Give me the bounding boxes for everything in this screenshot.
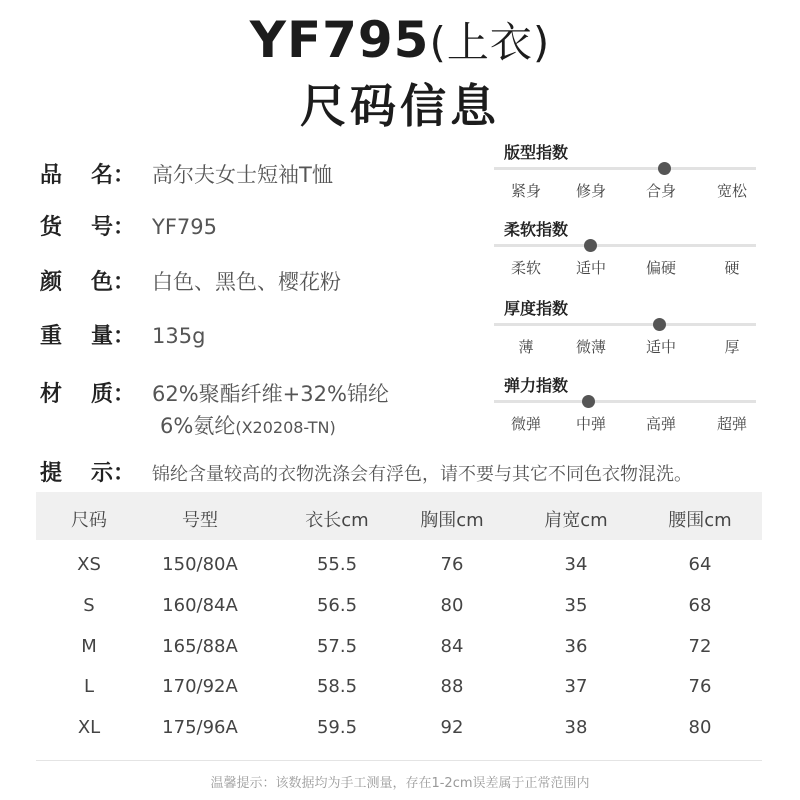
index-level-label: 合身	[645, 182, 676, 200]
info-tip-row	[40, 456, 692, 487]
table-header-cell: 肩宽cm	[544, 510, 608, 531]
info-weight-row	[40, 319, 205, 350]
table-header-cell: 尺码	[71, 510, 107, 531]
info-name-label: 品 名：	[40, 163, 136, 188]
info-sku-row	[40, 210, 217, 241]
index-block	[494, 373, 756, 443]
table-cell: 36	[564, 636, 588, 657]
index-block	[494, 140, 756, 210]
index-marker	[653, 318, 666, 331]
table-row	[0, 628, 800, 668]
table-cell: 34	[564, 554, 588, 575]
table-cell: 92	[440, 717, 464, 738]
info-color-label: 颜 色：	[40, 270, 136, 295]
info-tip-value: 锦纶含量较高的衣物洗涤会有浮色，请不要与其它不同色衣物混洗。	[152, 464, 692, 485]
table-header-cell: 号型	[182, 510, 218, 531]
table-row	[0, 587, 800, 627]
table-row	[0, 668, 800, 708]
table-cell: 58.5	[316, 676, 358, 697]
index-title: 版型指数	[504, 143, 569, 162]
table-cell: 64	[688, 554, 712, 575]
table-cell: L	[83, 676, 95, 697]
index-level-label: 适中	[645, 338, 676, 356]
index-track	[494, 323, 756, 326]
table-cell: 37	[564, 676, 588, 697]
index-track	[494, 167, 756, 170]
index-marker	[582, 395, 595, 408]
table-cell: 68	[688, 595, 712, 616]
info-material-line1: 62%聚酯纤维+32%锦纶	[152, 382, 389, 406]
table-cell: S	[83, 595, 95, 616]
table-cell: M	[81, 636, 97, 657]
product-title	[0, 10, 800, 70]
index-level-label: 偏硬	[645, 259, 676, 277]
info-weight-label: 重 量：	[40, 324, 136, 349]
table-cell: 38	[564, 717, 588, 738]
info-material-code: (X20208-TN)	[235, 418, 336, 437]
index-level-label: 薄	[518, 338, 534, 356]
index-block	[494, 217, 756, 287]
table-cell: XL	[77, 717, 101, 738]
info-sku-value: YF795	[152, 215, 217, 239]
table-cell: 55.5	[316, 554, 358, 575]
info-sku-label: 货 号：	[40, 215, 136, 240]
index-track	[494, 244, 756, 247]
table-cell: 72	[688, 636, 712, 657]
index-title: 厚度指数	[504, 299, 569, 318]
index-title: 柔软指数	[504, 220, 569, 239]
info-color-value: 白色、黑色、樱花粉	[152, 270, 341, 294]
table-header-cell: 胸围cm	[420, 510, 484, 531]
table-cell: 88	[440, 676, 464, 697]
info-name-row	[40, 158, 333, 189]
table-header-cell: 衣长cm	[305, 510, 369, 531]
index-track	[494, 400, 756, 403]
index-marker	[584, 239, 597, 252]
table-header-cell: 腰围cm	[668, 510, 732, 531]
table-cell: 150/80A	[162, 554, 238, 575]
index-level-label: 硬	[724, 259, 740, 277]
index-level-label: 修身	[575, 182, 606, 200]
info-weight-value: 135g	[152, 324, 206, 348]
info-material-row	[40, 377, 389, 408]
table-cell: 35	[564, 595, 588, 616]
info-material-line2	[160, 410, 336, 440]
index-level-label: 高弹	[645, 415, 676, 433]
page-subtitle: 尺码信息	[300, 79, 500, 133]
index-title: 弹力指数	[504, 376, 569, 395]
index-level-label: 厚	[724, 338, 740, 356]
product-code: YF795	[249, 11, 430, 69]
table-cell: 80	[688, 717, 712, 738]
table-cell: 165/88A	[162, 636, 238, 657]
table-cell: 170/92A	[162, 676, 238, 697]
product-type: (上衣)	[429, 18, 551, 67]
size-table-header	[36, 492, 762, 540]
table-cell: 80	[440, 595, 464, 616]
table-cell: 84	[440, 636, 464, 657]
table-cell: 59.5	[316, 717, 358, 738]
index-level-label: 中弹	[575, 415, 606, 433]
table-cell: 76	[440, 554, 464, 575]
info-material-line2-main: 6%氨纶	[160, 414, 236, 438]
info-name-value: 高尔夫女士短袖T恤	[152, 163, 333, 187]
footnote: 温馨提示：该数据均为手工测量，存在1-2cm误差属于正常范围内	[210, 776, 590, 791]
index-level-label: 柔软	[510, 259, 541, 277]
info-tip-label: 提 示：	[40, 461, 136, 486]
table-row	[0, 546, 800, 586]
index-level-label: 微弹	[510, 415, 541, 433]
table-cell: 56.5	[316, 595, 358, 616]
index-level-label: 宽松	[716, 182, 747, 200]
info-color-row	[40, 265, 341, 296]
index-block	[494, 296, 756, 366]
index-level-label: 紧身	[510, 182, 541, 200]
index-level-label: 微薄	[575, 338, 606, 356]
table-cell: 57.5	[316, 636, 358, 657]
table-cell: 175/96A	[162, 717, 238, 738]
table-cell: 160/84A	[162, 595, 238, 616]
table-row	[0, 709, 800, 749]
info-material-label: 材 质：	[40, 382, 136, 407]
table-cell: 76	[688, 676, 712, 697]
index-level-label: 适中	[575, 259, 606, 277]
index-level-label: 超弹	[716, 415, 747, 433]
footer-divider	[36, 760, 762, 761]
table-cell: XS	[77, 554, 101, 575]
index-marker	[658, 162, 671, 175]
